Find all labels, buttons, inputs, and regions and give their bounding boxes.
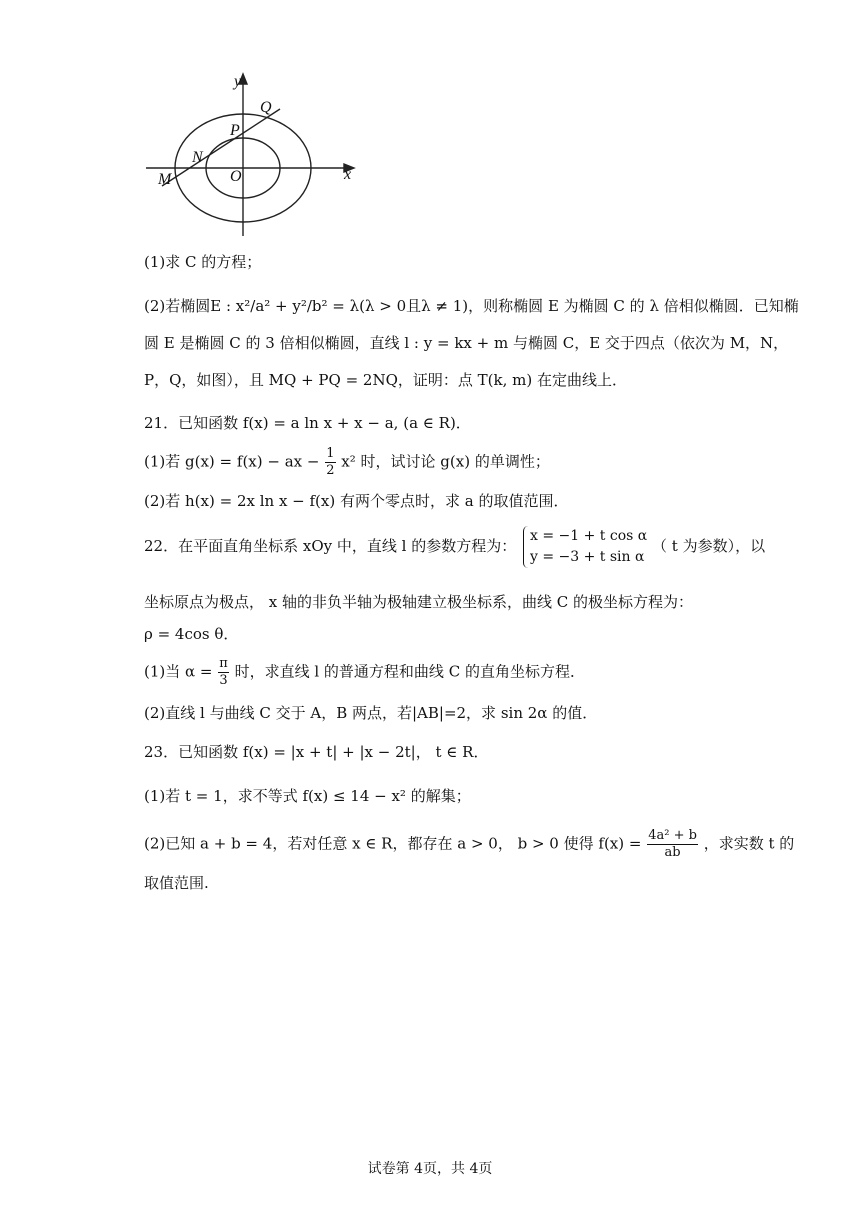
q20-part1: (1)求 C 的方程； <box>144 253 262 271</box>
page-footer: 试卷第 4页，共 4页 <box>367 1161 493 1177</box>
q23-part1: (1)若 t = 1，求不等式 f(x) ≤ 14 − x² 的解集； <box>144 787 471 805</box>
q21-part1: (1)若 g(x) = f(x) − ax − $\frac{1}{2}$ x² 时，试讨论 g(x) 的单调性； <box>144 446 550 478</box>
label-P: P <box>230 122 240 139</box>
label-Q: Q <box>260 99 272 116</box>
parametric-system: x = −1 + t cos α y = −3 + t sin α <box>523 526 647 568</box>
q20-part2-line3: P，Q，如图），且 MQ + PQ = 2NQ，证明：点 T(k, m) 在定曲线上． <box>144 371 627 389</box>
q22-stem-line2: 坐标原点为极点， x 轴的非负半轴为极轴建立极坐标系，曲线 C 的极坐标方程为： <box>144 593 694 611</box>
fraction-4a2-plus-b-over-ab: $\frac{\text{4a² + b}}{ab}$ <box>648 828 697 860</box>
q23-part2-line2: 取值范围. <box>144 874 209 892</box>
label-y: y <box>234 73 242 90</box>
q22-stem-line3: ρ = 4cos θ． <box>144 625 239 643</box>
fraction-pi-over-3: $\frac{\pi}{3}$ <box>219 656 228 688</box>
label-O: O <box>230 168 242 185</box>
similar-ellipse-equation: E : x²/a² + y²/b² = λ(λ > 0且λ ≠ 1) <box>210 297 469 315</box>
q20-part2-line1: (2)若椭圆E : x²/a² + y²/b² = λ(λ > 0且λ ≠ 1)，则称椭圆 E 为椭圆 C 的 λ 倍相似椭圆．已知椭 <box>144 297 799 315</box>
label-N: N <box>192 149 203 166</box>
q22-part2: (2)直线 l 与曲线 C 交于 A，B 两点，若|AB|=2，求 sin 2α 的值． <box>144 704 598 722</box>
q21-part2: (2)若 h(x) = 2x ln x − f(x) 有两个零点时，求 a 的取值范围． <box>144 492 569 510</box>
q23-part2-line1: (2)已知 a + b = 4，若对任意 x ∈ R，都存在 a > 0， b > 0 使得 f(x) = $\frac{\text{4a² + b}}{ab}$ ，求实数 t 的 <box>144 828 795 860</box>
fraction-one-half: $\frac{1}{2}$ <box>326 446 335 478</box>
q23-stem: 23．已知函数 f(x) = |x + t| + |x − 2t|， t ∈ R． <box>144 743 489 761</box>
q21-stem: 21．已知函数 f(x) = a ln x + x − a, (a ∈ R)． <box>144 414 471 432</box>
q22-part1: (1)当 α = $\frac{\pi}{3}$ 时，求直线 l 的普通方程和曲线 C 的直角坐标方程． <box>144 656 585 688</box>
q20-part2-line2: 圆 E 是椭圆 C 的 3 倍相似椭圆，直线 l : y = kx + m 与椭圆 C，E 交于四点（依次为 M，N， <box>144 334 789 352</box>
q22-stem-line1: 22．在平面直角坐标系 xOy 中，直线 l 的参数方程为： x = −1 + t cos α y = −3 + t sin α （ t 为参数），以 <box>144 526 765 568</box>
label-M: M <box>158 171 172 188</box>
label-x: x <box>344 166 352 183</box>
ellipse-figure <box>140 68 370 243</box>
